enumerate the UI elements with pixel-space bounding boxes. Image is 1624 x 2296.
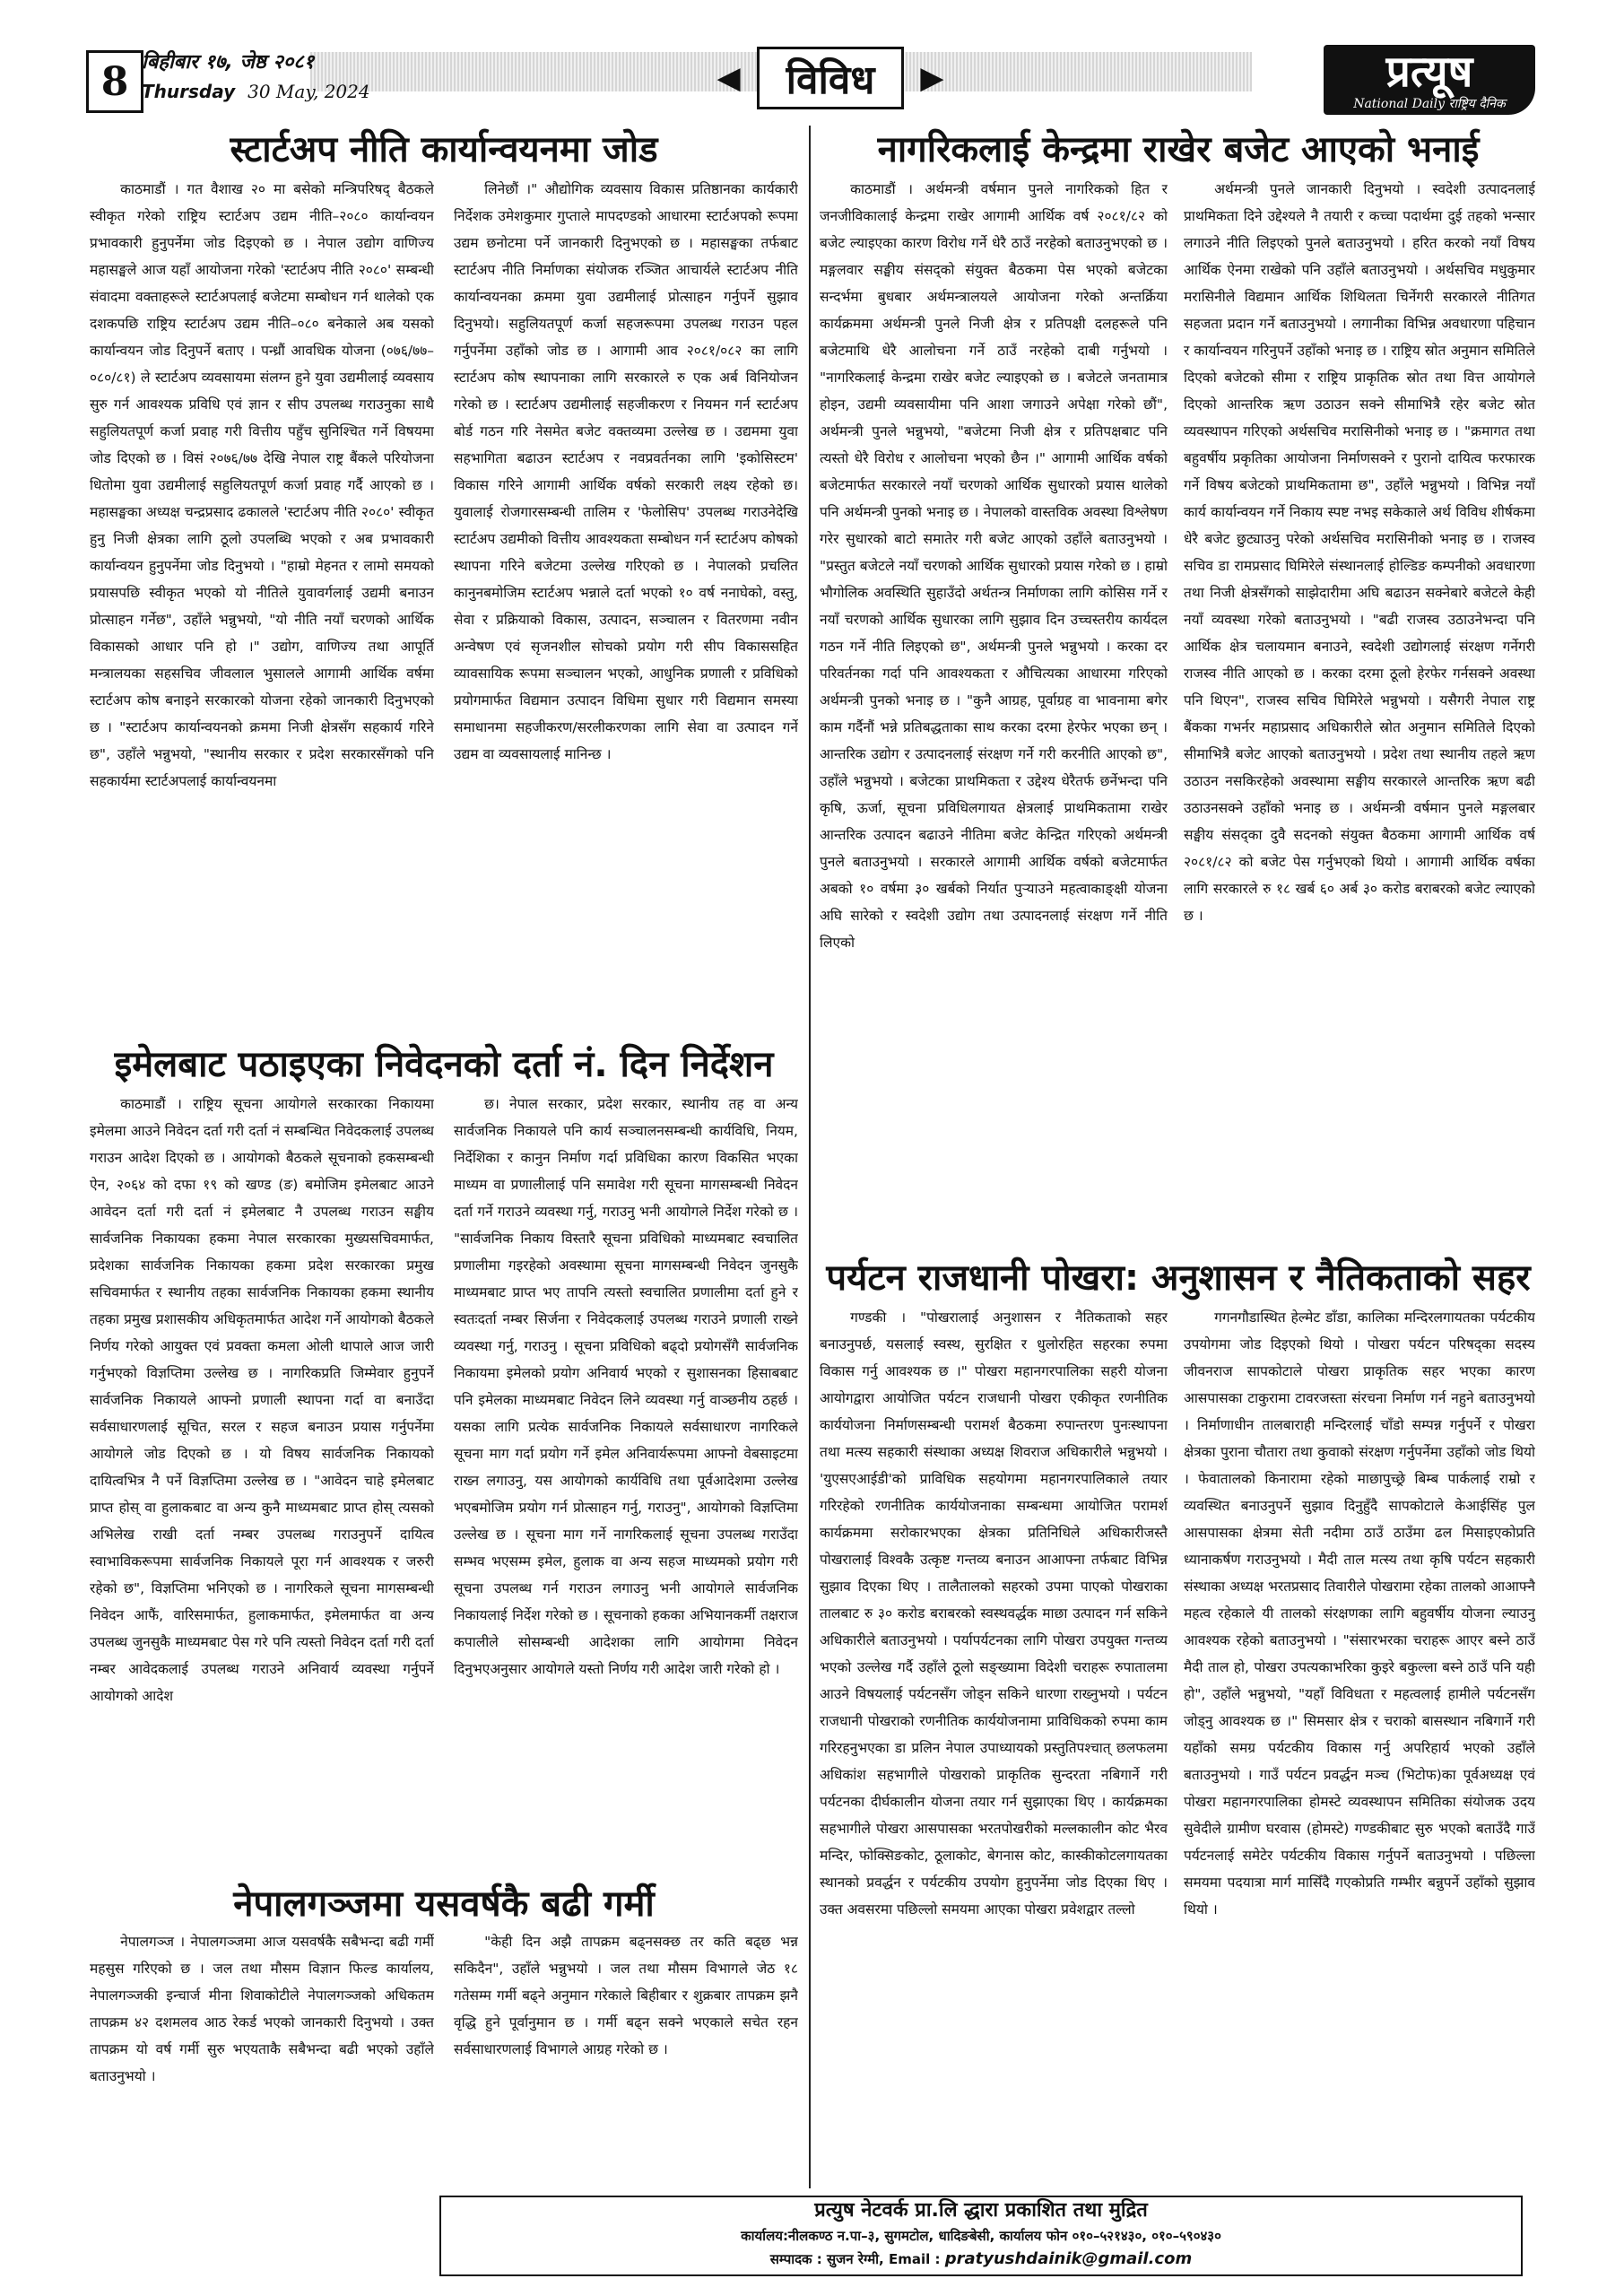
budget-headline: नागरिकलाई केन्द्रमा राखेर बजेट आएको भनाई bbox=[877, 129, 1480, 170]
budget-text-1: काठमाडौं । अर्थमन्त्री वर्षमान पुनले नागरिकको हित र जनजीविकालाई केन्द्रमा राखेर आगामी आर्थिक वर्ष २०८१/८२ को बजेट ल्याइएका कारण विरोध गर्ने धेरै ठाउँ नरहेको बताउनुभएको छ । मङ्गलवार सङ्घीय संसद्को संयुक्त बैठकमा पेस भएको बजेटका सन्दर्भमा बुधबार अर्थमन्त्रालयले आयोजना गरेको अन्तर्क्रिया कार्यक्रममा अर्थमन्त्री पुनले निजी क्षेत्र र प्रतिपक्षी दलहरूले पनि बजेटमाथि धेरै आलोचना गर्ने ठाउँ नरहेको दाबी गर्नुभयो । "नागरिकलाई केन्द्रमा राखेर बजेट ल्याइएको छ । बजेटले जनतामात्र होइन, उद्यमी व्यवसायीमा पनि आशा जगाउने अपेक्षा गरेको छौं", अर्थमन्त्री पुनले भन्नुभयो, "बजेटमा निजी क्षेत्र र प्रतिपक्षबाट पनि त्यस्तो धेरै विरोध र आलोचना भएको छैन ।" आगामी आर्थिक वर्षको बजेटमार्फत सरकारले नयाँ चरणको आर्थिक सुधारको प्रयास थालेको पनि अर्थमन्त्री पुनको भनाइ छ । नेपालको वास्तविक अवस्था विश्लेषण गरेर सुधारको बाटो समातेर गरी बजेट आएको उहाँले बताउनुभयो । "प्रस्तुत बजेटले नयाँ चरणको आर्थिक सुधारको प्रयास गरेको छ । हाम्रो भौगोलिक अवस्थिति सुहाउँदो अर्थतन्त्र निर्माणका लागि कोसिस गर्ने र नयाँ चरणको आर्थिक सुधारका लागि सुझाव दिन उच्चस्तरीय कार्यदल गठन गर्ने नीति लिइएको छ", अर्थमन्त्री पुनले भन्नुभयो । करका दर परिवर्तनका गर्दा पनि आवश्यकता र औचित्यका आधारमा गरिएको अर्थमन्त्री पुनको भनाइ छ । "कुनै आग्रह, पूर्वाग्रह वा भावनामा बगेर काम गर्दैनौं भन्ने प्रतिबद्धताका साथ करका दरमा हेरफेर भएका छन् । आन्तरिक उद्योग र उत्पादनलाई संरक्षण गर्ने गरी करनीति आएको छ", उहाँले भन्नुभयो । बजेटका प्राथमिकता र उद्देश्य धेरैतर्फ छर्नेभन्दा पनि कृषि, ऊर्जा, सूचना प्रविधिलगायत क्षेत्रलाई प्राथमिकतामा राखेर आन्तरिक उत्पादन बढाउने नीतिमा बजेट केन्द्रित गरिएको अर्थमन्त्री पुनले बताउनुभयो । सरकारले आगामी आर्थिक वर्षको बजेटमार्फत अबको १० वर्षमा ३० खर्बको निर्यात पुऱ्याउने महत्वाकाङ्क्षी योजना अघि सारेको र स्वदेशी उद्योग तथा उत्पादनलाई संरक्षण गर्ने नीति लिएको bbox=[820, 181, 1168, 951]
pokhara-col-1 bbox=[820, 1304, 1168, 2187]
page-number: 8 bbox=[86, 50, 143, 113]
email-text-1: काठमाडौं । राष्ट्रिय सूचना आयोगले सरकारका निकायमा इमेलमा आउने निवेदन दर्ता गरी दर्ता नं सम्बन्धित निवेदकलाई उपलब्ध गराउन आदेश दिएको छ । आयोगको बैठकले सूचनाको हकसम्बन्धी ऐन, २०६४ को दफा १९ को खण्ड (ङ) बमोजिम इमेलबाट आउने आवेदन दर्ता गरी दर्ता नं इमेलबाट नै उपलब्ध गराउन सङ्घीय सार्वजनिक निकायका हकमा नेपाल सरकारका मुख्यसचिवमार्फत, प्रदेशका सार्वजनिक निकायका हकमा प्रदेश सरकारका प्रमुख सचिवमार्फत र स्थानीय तहका सार्वजनिक निकायका हकमा स्थानीय तहका प्रमुख प्रशासकीय अधिकृतमार्फत आदेश गर्ने आयोगको बैठकले निर्णय गरेको आयुक्त एवं प्रवक्ता कमला ओली थापाले आज जारी गर्नुभएको विज्ञप्तिमा उल्लेख छ । नागरिकप्रति जिम्मेवार हुनुपर्ने सार्वजनिक निकायले आफ्नो प्रणाली स्थापना गर्दा वा बनाउँदा सर्वसाधारणलाई सूचित, सरल र सहज बनाउन प्रयास गर्नुपर्नेमा आयोगले जोड दिएको छ । यो विषय सार्वजनिक निकायको दायित्वभित्र नै पर्ने विज्ञप्तिमा उल्लेख छ । "आवेदन चाहे इमेलबाट प्राप्त होस् वा हुलाकबाट वा अन्य कुनै माध्यमबाट प्राप्त होस् त्यसको अभिलेख राखी दर्ता नम्बर उपलब्ध गराउनुपर्ने दायित्व स्वाभाविकरूपमा सार्वजनिक निकायले पूरा गर्न आवश्यक र जरुरी रहेको छ", विज्ञप्तिमा भनिएको छ । नागरिकले सूचना मागसम्बन्धी निवेदन आफैं, वारिसमार्फत, हुलाकमार्फत, इमेलमार्फत वा अन्य उपलब्ध जुनसुकै माध्यमबाट पेस गरे पनि त्यस्तो निवेदन दर्ता गरी दर्ता नम्बर आवेदकलाई उपलब्ध गराउने अनिवार्य व्यवस्था गर्नुपर्ने आयोगको आदेश bbox=[90, 1096, 434, 1704]
startup-col-1 bbox=[90, 176, 434, 1035]
editor-line bbox=[441, 2248, 1521, 2271]
pokhara-col-2 bbox=[1184, 1304, 1535, 2187]
logo-name: प्रत्यूष bbox=[1385, 46, 1473, 97]
heat-headline: नेपालगञ्जमा यसवर्षकै बढी गर्मी bbox=[233, 1883, 655, 1925]
editor-name: सम्पादक : सुजन रेग्मी, Email : bbox=[769, 2251, 941, 2267]
imprint-box bbox=[439, 2196, 1523, 2276]
page-header bbox=[86, 45, 1535, 115]
startup-col-2 bbox=[454, 176, 798, 1035]
weekday: Thursday bbox=[142, 81, 236, 102]
column-divider bbox=[809, 126, 811, 2188]
budget-col-1 bbox=[820, 176, 1168, 1247]
pokhara-headline: पर्यटन राजधानी पोखरा: अनुशासन र नैतिकताको सहर bbox=[826, 1257, 1531, 1299]
date-en: 30 May, 2024 bbox=[248, 81, 370, 102]
masthead-logo bbox=[1324, 45, 1535, 115]
heat-col-2 bbox=[454, 1928, 798, 2188]
startup-headline: स्टार्टअप नीति कार्यान्वयनमा जोड bbox=[230, 129, 658, 170]
date-english bbox=[142, 77, 509, 106]
pokhara-text-2: गगनगौडास्थित हेल्मेट डाँडा, कालिका मन्दिरलगायतका पर्यटकीय उपयोगमा जोड दिइएको थियो । पोखरा पर्यटन परिषद्का सदस्य जीवनराज सापकोटाले पोखरा प्राकृतिक सहर भएका कारण आसपासका टाकुरामा टावरजस्ता संरचना निर्माण गर्न नहुने बताउनुभयो । निर्माणाधीन तालबाराही मन्दिरलाई चाँडो सम्पन्न गर्नुपर्ने र पोखरा क्षेत्रका पुराना चौतारा तथा कुवाको संरक्षण गर्नुपर्नेमा उहाँको जोड थियो । फेवातालको किनारामा रहेको माछापुच्छ्रे बिम्ब पार्कलाई राम्रो र व्यवस्थित बनाउनुपर्ने सुझाव दिनुहुँदै सापकोटाले केआईसिंह पुल आसपासका क्षेत्रमा सेती नदीमा ठाउँ ठाउँमा ढल मिसाइएकोप्रति ध्यानाकर्षण गराउनुभयो । मैदी ताल मत्स्य तथा कृषि पर्यटन सहकारी संस्थाका अध्यक्ष भरतप्रसाद तिवारीले पोखरामा रहेका तालको आआफ्नै महत्व रहेकाले यी तालको संरक्षणका लागि बहुवर्षीय योजना ल्याउनु आवश्यक रहेको बताउनुभयो । "संसारभरका चराहरू आएर बस्ने ठाउँ मैदी ताल हो, पोखरा उपत्यकाभरिका कुइरे बकुल्ला बस्ने ठाउँ पनि यही हो", उहाँले भन्नुभयो, "यहाँ विविधता र महत्वलाई हामीले पर्यटनसँग जोड्नु आवश्यक छ ।" सिमसार क्षेत्र र चराको बासस्थान नबिगार्ने गरी यहाँको समग्र पर्यटकीय विकास गर्नु अपरिहार्य भएको उहाँले बताउनुभयो । गाउँ पर्यटन प्रवर्द्धन मञ्च (भिटोफ)का पूर्वअध्यक्ष एवं पोखरा महानगरपालिका होमस्टे व्यवस्थापन समितिका संयोजक उदय सुवेदीले ग्रामीण घरवास (होमस्टे) गण्डकीबाट सुरु भएको बताउँदै गाउँ पर्यटनलाई समेटेर पर्यटकीय विकास गर्नुपर्ने बताउनुभयो । पछिल्ला समयमा पदयात्रा मार्ग मासिँदै गएकोप्रति गम्भीर बन्नुपर्ने उहाँको सुझाव थियो । bbox=[1184, 1309, 1535, 1918]
date-box bbox=[142, 48, 509, 109]
heat-col-1 bbox=[90, 1928, 434, 2188]
section-label: विविध bbox=[757, 47, 905, 109]
email-address: pratyushdainik@gmail.com bbox=[944, 2249, 1193, 2268]
logo-tagline: National Daily राष्ट्रिय दैनिक bbox=[1353, 96, 1506, 111]
date-nepali: बिहीबार १७, जेष्ठ २०८१ bbox=[142, 51, 315, 74]
heat-text-1: नेपालगञ्ज । नेपालगञ्जमा आज यसवर्षकै सबैभन्दा बढी गर्मी महसुस गरिएको छ । जल तथा मौसम विज्ञान फिल्ड कार्यालय, नेपालगञ्जकी इन्चार्ज मीना शिवाकोटीले नेपालगञ्जको अधिकतम तापक्रम ४२ दशमलव आठ रेकर्ड भएको जानकारी दिनुभयो । उक्त तापक्रम यो वर्ष गर्मी सुरु भएयताकै सबैभन्दा बढी भएको उहाँले बताउनुभयो । bbox=[90, 1934, 434, 2084]
startup-text-1: काठमाडौं । गत वैशाख २० मा बसेको मन्त्रिपरिषद् बैठकले स्वीकृत गरेको राष्ट्रिय स्टार्टअप उद्यम नीति–२०८० कार्यान्वयन प्रभावकारी हुनुपर्नेमा जोड दिइएको छ । नेपाल उद्योग वाणिज्य महासङ्घले आज यहाँ आयोजना गरेको 'स्टार्टअप नीति २०८०' सम्बन्धी संवादमा वक्ताहरूले स्टार्टअपलाई बजेटमा सम्बोधन गर्न थालेको एक दशकपछि राष्ट्रिय स्टार्टअप उद्यम नीति–०८० बनेकाले अब यसको कार्यान्वयन जोड दिनुपर्ने बताए । पन्ध्रौं आवधिक योजना (०७६/७७–०८०/८१) ले स्टार्टअप व्यवसायमा संलग्न हुने युवा उद्यमीलाई व्यवसाय सुरु गर्न आवश्यक प्रविधि एवं ज्ञान र सीप उपलब्ध गराउनुका साथै सहुलियतपूर्ण कर्जा प्रवाह गरी वित्तीय पहुँच सुनिश्चित गर्ने विषयमा जोड दिएको छ । विसं २०७६/७७ देखि नेपाल राष्ट्र बैंकले परियोजना धितोमा युवा उद्यमीलाई सहुलियतपूर्ण कर्जा प्रवाह गर्दै आएको छ । महासङ्घका अध्यक्ष चन्द्रप्रसाद ढकालले 'स्टार्टअप नीति २०८०' स्वीकृत हुनु निजी क्षेत्रका लागि ठूलो उपलब्धि भएको र अब प्रभावकारी कार्यान्वयन हुनुपर्नेमा जोड दिनुभयो । "हाम्रो मेहनत र लामो समयको प्रयासपछि स्वीकृत भएको यो नीतिले युवावर्गलाई उद्यमी बनाउन प्रोत्साहन गर्नेछ", उहाँले भन्नुभयो, "यो नीति नयाँ चरणको आर्थिक विकासको आधार पनि हो ।" उद्योग, वाणिज्य तथा आपूर्ति मन्त्रालयका सहसचिव जीवलाल भुसालले आगामी आर्थिक वर्षमा स्टार्टअप कोष बनाइने सरकारको योजना रहेको जानकारी दिनुभएको छ । "स्टार्टअप कार्यान्वयनको क्रममा निजी क्षेत्रसँग सहकार्य गरिने छ", उहाँले भन्नुभयो, "स्थानीय सरकार र प्रदेश सरकारसँगको पनि सहकार्यमा स्टार्टअपलाई कार्यान्वयनमा bbox=[90, 181, 434, 789]
startup-text-2: लिनेछौं ।" औद्योगिक व्यवसाय विकास प्रतिष्ठानका कार्यकारी निर्देशक उमेशकुमार गुप्ताले मापदण्डको आधारमा स्टार्टअपको रूपमा उद्यम छनोटमा पर्ने जानकारी दिनुभएको छ । महासङ्घका तर्फबाट स्टार्टअप नीति निर्माणका संयोजक रञ्जित आचार्यले स्टार्टअप नीति कार्यान्वयनका क्रममा युवा उद्यमीलाई प्रोत्साहन गर्नुपर्ने सुझाव दिनुभयो। सहुलियतपूर्ण कर्जा सहजरूपमा उपलब्ध गराउन पहल गर्नुपर्नेमा उहाँको जोड छ । आगामी आव २०८१/०८२ का लागि स्टार्टअप कोष स्थापनाका लागि सरकारले रु एक अर्ब विनियोजन गरेको छ । स्टार्टअप उद्यमीलाई सहजीकरण र नियमन गर्न स्टार्टअप बोर्ड गठन गरि नेसमेत बजेट वक्तव्यमा उल्लेख छ । उद्यममा युवा सहभागिता बढाउन स्टार्टअप र नवप्रवर्तनका लागि 'इकोसिस्टम' विकास गरिने आगामी आर्थिक वर्षको सरकारी लक्ष्य रहेको छ। युवालाई रोजगारसम्बन्धी तालिम र 'फेलोसिप' उपलब्ध गराउनेदेखि स्टार्टअप उद्यमीको वित्तीय आवश्यकता सम्बोधन गर्न स्टार्टअप कोषको स्थापना गरिने बजेटमा उल्लेख गरिएको छ । नेपालको प्रचलित कानुनबमोजिम स्टार्टअप भन्नाले दर्ता भएको १० वर्ष ननाघेको, वस्तु, सेवा र प्रक्रियाको विकास, उत्पादन, सञ्चालन र वितरणमा नवीन अन्वेषण एवं सृजनशील सोचको प्रयोग गरी सीप विकाससहित व्यावसायिक रूपमा सञ्चालन भएको, आधुनिक प्रणाली र प्रविधिको प्रयोगमार्फत विद्यमान उत्पादन विधिमा सुधार गरी विद्यमान समस्या समाधानमा सहजीकरण/सरलीकरणका लागि सेवा वा उत्पादन गर्ने उद्यम वा व्यवसायलाई मानिन्छ । bbox=[454, 181, 798, 762]
heat-text-2: "केही दिन अझै तापक्रम बढ्नसक्छ तर कति बढ्छ भन्न सकिदैन", उहाँले भन्नुभयो । जल तथा मौसम विभागले जेठ १८ गतेसम्म गर्मी बढ्ने अनुमान गरेकाले बिहीबार र शुक्रबार तापक्रम झनै वृद्धि हुने पूर्वानुमान छ । गर्मी बढ्न सक्ने भएकाले सचेत रहन सर्वसाधारणलाई विभागले आग्रह गरेको छ । bbox=[454, 1934, 798, 2057]
triangle-left-icon: ◀ bbox=[716, 60, 741, 96]
email-col-2 bbox=[454, 1091, 798, 1869]
email-col-1 bbox=[90, 1091, 434, 1869]
triangle-right-icon: ▶ bbox=[920, 60, 944, 96]
budget-text-2: अर्थमन्त्री पुनले जानकारी दिनुभयो । स्वदेशी उत्पादनलाई प्राथमिकता दिने उद्देश्यले नै तयारी र कच्चा पदार्थमा दुई तहको भन्सार लगाउने नीति लिइएको पुनले बताउनुभयो । हरित करको नयाँ विषय आर्थिक ऐनमा राखेको पनि उहाँले बताउनुभयो । अर्थसचिव मधुकुमार मरासिनीले विद्यमान आर्थिक शिथिलता चिर्नेगरी सरकारले नीतिगत सहजता प्रदान गर्ने बताउनुभयो । लगानीका विभिन्न अवधारणा पहिचान र कार्यान्वयन गरिनुपर्ने उहाँको भनाइ छ । राष्ट्रिय स्रोत अनुमान समितिले दिएको बजेटको सीमा र राष्ट्रिय प्राकृतिक स्रोत तथा वित्त आयोगले दिएको आन्तरिक ऋण उठाउन सक्ने सीमाभित्रै रहेर बजेट स्रोत व्यवस्थापन गरिएको अर्थसचिव मरासिनीको भनाइ छ । "क्रमागत तथा बहुवर्षीय प्रकृतिका आयोजना निर्माणसक्ने र पुरानो दायित्व फरफारक गर्ने विषय बजेटको प्राथमिकतामा छ", उहाँले भन्नुभयो । विभिन्न नयाँ कार्य कार्यान्वयन गर्ने निकाय स्पष्ट नभइ सकेकाले अर्थ विविध शीर्षकमा धेरै बजेट छुट्याउनु परेको अर्थसचिव मरासिनीको भनाइ छ । राजस्व सचिव डा रामप्रसाद घिमिरेले संस्थानलाई होल्डिङ कम्पनीको अवधारणा तथा निजी क्षेत्रसँगको साझेदारीमा अघि बढाउन सक्नेबारे बजेटले केही नयाँ व्यवस्था गरेको बताउनुभयो । "बढी राजस्व उठाउनेभन्दा पनि आर्थिक क्षेत्र चलायमान बनाउने, स्वदेशी उद्योगलाई संरक्षण गर्नेगरी राजस्व नीति आएको छ । करका दरमा ठूलो हेरफेर गर्नसक्ने अवस्था पनि थिएन", राजस्व सचिव घिमिरेले भन्नुभयो । यसैगरी नेपाल राष्ट्र बैंकका गभर्नर महाप्रसाद अधिकारीले स्रोत अनुमान समितिले दिएको सीमाभित्रै बजेट आएको बताउनुभयो । प्रदेश तथा स्थानीय तहले ऋण उठाउन नसकिरहेको अवस्थामा सङ्घीय सरकारले आन्तरिक ऋण बढी उठाउनसक्ने उहाँको भनाइ छ । अर्थमन्त्री वर्षमान पुनले मङ्गलबार सङ्घीय संसद्का दुवै सदनको संयुक्त बैठकमा आगामी आर्थिक वर्ष २०८१/८२ को बजेट पेस गर्नुभएको थियो । आगामी आर्थिक वर्षका लागि सरकारले रु १८ खर्ब ६० अर्ब ३० करोड बराबरको बजेट ल्याएको छ । bbox=[1184, 181, 1535, 924]
pokhara-text-1: गण्डकी । "पोखरालाई अनुशासन र नैतिकताको सहर बनाउनुपर्छ, यसलाई स्वस्थ, सुरक्षित र धुलोरहित सहरका रुपमा विकास गर्नु आवश्यक छ ।" पोखरा महानगरपालिका सहरी योजना आयोगद्वारा आयोजित पर्यटन राजधानी पोखरा एकीकृत रणनीतिक कार्ययोजना निर्माणसम्बन्धी परामर्श बैठकमा रुपान्तरण पुनःस्थापना तथा मत्स्य सहकारी संस्थाका अध्यक्ष शिवराज अधिकारीले भन्नुभयो । 'युएसएआईडी'को प्राविधिक सहयोगमा महानगरपालिकाले तयार गरिरहेको रणनीतिक कार्ययोजनाका सम्बन्धमा आयोजित परामर्श कार्यक्रममा सरोकारभएका क्षेत्रका प्रतिनिधिले अधिकारीजस्तै पोखरालाई विश्वकै उत्कृष्ट गन्तव्य बनाउन आआफ्ना तर्फबाट विभिन्न सुझाव दिएका थिए । तालैतालको सहरको उपमा पाएको पोखराका तालबाट रु ३० करोड बराबरको स्वस्थवर्द्धक माछा उत्पादन गर्न सकिने अधिकारीले बताउनुभयो । पर्यापर्यटनका लागि पोखरा उपयुक्त गन्तव्य भएको उल्लेख गर्दै उहाँले ठूलो सङ्ख्यामा विदेशी चराहरू रुपातालमा आउने विषयलाई पर्यटनसँग जोड्न सकिने धारणा राख्नुभयो । पर्यटन राजधानी पोखराको रणनीतिक कार्ययोजनामा प्राविधिकको रुपमा काम गरिरहनुभएका डा प्रलिन नेपाल उपाध्यायको प्रस्तुतिपश्चात् छलफलमा अधिकांश सहभागीले पोखराको प्राकृतिक सुन्दरता नबिगार्ने गरी पर्यटनका दीर्घकालीन योजना तयार गर्न सुझाएका थिए । कार्यक्रमका सहभागीले पोखरा आसपासका भरतपोखरीको मल्लकालीन कोट भैरव मन्दिर, फोक्सिङकोट, ठूलाकोट, बेगनास कोट, कास्कीकोटलगायतका स्थानको प्रवर्द्धन र पर्यटकीय उपयोग हुनुपर्नेमा जोड दिएका थिए । उक्त अवसरमा पछिल्लो समयमा आएका पोखरा प्रवेशद्वार तल्लो bbox=[820, 1309, 1168, 1918]
email-headline: इमेलबाट पठाइएका निवेदनको दर्ता नं. दिन निर्देशन bbox=[114, 1044, 774, 1085]
publisher-line: प्रत्युष नेटवर्क प्रा.लि द्धारा प्रकाशित तथा मुद्रित bbox=[814, 2199, 1148, 2222]
email-text-2: छ। नेपाल सरकार, प्रदेश सरकार, स्थानीय तह वा अन्य सार्वजनिक निकायले पनि कार्य सञ्चालनसम्बन्धी कार्यविधि, नियम, निर्देशिका र कानुन निर्माण गर्दा प्रविधिका कारण विकसित भएका माध्यम वा प्रणालीलाई पनि समावेश गरी सूचना मागसम्बन्धी निवेदन दर्ता गर्ने गराउने व्यवस्था गर्नु, गराउनु भनी आयोगले निर्देश गरेको छ । "सार्वजनिक निकाय विस्तारै सूचना प्रविधिको माध्यमबाट स्वचालित प्रणालीमा गइरहेको अवस्थामा सूचना मागसम्बन्धी निवेदन जुनसुकै माध्यमबाट प्राप्त भए तापनि त्यस्तो स्वचालित प्रणालीमा दर्ता हुने र स्वतःदर्ता नम्बर सिर्जना र निवेदकलाई उपलब्ध गराउने प्रणाली राख्ने व्यवस्था गर्नु, गराउनु । सूचना प्रविधिको बढ्दो प्रयोगसँगै सार्वजनिक निकायमा इमेलको प्रयोग अनिवार्य भएको र सुशासनका हिसाबबाट पनि इमेलका माध्यमबाट निवेदन लिने व्यवस्था गर्नु वाञ्छनीय ठहर्छ । यसका लागि प्रत्येक सार्वजनिक निकायले सर्वसाधारण नागरिकले सूचना माग गर्दा प्रयोग गर्ने इमेल अनिवार्यरूपमा आफ्नो वेबसाइटमा राख्न लगाउनु, यस आयोगको कार्यविधि तथा पूर्वआदेशमा उल्लेख भएबमोजिम प्रयोग गर्न प्रोत्साहन गर्नु, गराउनु", आयोगको विज्ञप्तिमा उल्लेख छ । सूचना माग गर्ने नागरिकलाई सूचना उपलब्ध गराउँदा सम्भव भएसम्म इमेल, हुलाक वा अन्य सहज माध्यमको प्रयोग गरी सूचना उपलब्ध गर्न गराउन लगाउनु भनी आयोगले सार्वजनिक निकायलाई निर्देश गरेको छ । सूचनाको हकका अभियानकर्मी तक्षराज कपालीले सोसम्बन्धी आदेशका लागि आयोगमा निवेदन दिनुभएअनुसार आयोगले यस्तो निर्णय गरी आदेश जारी गरेको हो । bbox=[454, 1096, 798, 1677]
budget-col-2 bbox=[1184, 176, 1535, 1247]
section-title bbox=[642, 45, 1019, 111]
office-line: कार्यालय:नीलकण्ठ न.पा–३, सुगमटोल, धादिङबेसी, कार्यालय फोन ०१०–५२१४३०, ०१०–५९०४३० bbox=[741, 2228, 1221, 2244]
